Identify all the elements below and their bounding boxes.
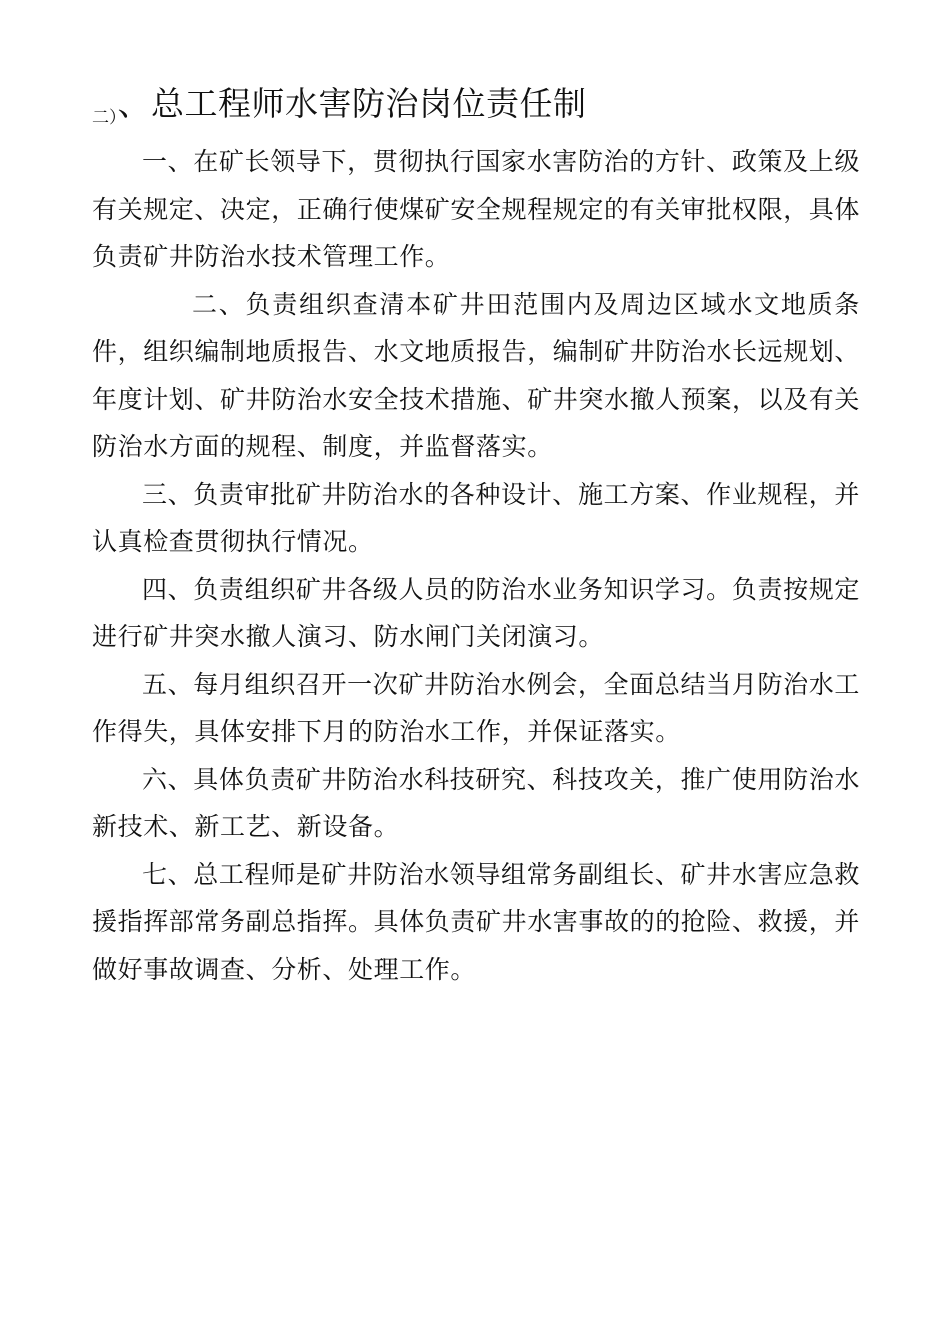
paragraph-3: 三、负责审批矿井防治水的各种设计、施工方案、作业规程，并认真检查贯彻执行情况。	[92, 479, 860, 556]
paragraph-4: 四、负责组织矿井各级人员的防治水业务知识学习。负责按规定进行矿井突水撤人演习、防水闸门关闭演习。	[92, 574, 860, 651]
paragraph-1: 一、在矿长领导下，贯彻执行国家水害防治的方针、政策及上级有关规定、决定，正确行使煤矿安全规程规定的有关审批权限，具体负责矿井防治水技术管理工作。	[92, 147, 861, 271]
section-number: 二）	[92, 108, 118, 128]
section-heading	[92, 78, 872, 128]
paragraph-6: 六、具体负责矿井防治水科技研究、科技攻关，推广使用防治水新技术、新工艺、新设备。	[92, 764, 860, 841]
paragraph-2: 二、负责组织查清本矿井田范围内及周边区域水文地质条件，组织编制地质报告、水文地质报告，编制矿井防治水长远规划、年度计划、矿井防治水安全技术措施、矿井突水撤人预案，以及有关防治水方面的规程、制度，并监督落实。	[92, 289, 861, 461]
paragraph-7: 七、总工程师是矿井防治水领导组常务副组长、矿井水害应急救援指挥部常务副总指挥。具体负责矿井水害事故的的抢险、救援，并做好事故调查、分析、处理工作。	[92, 859, 861, 984]
document-body	[92, 138, 860, 993]
paragraph-5: 五、每月组织召开一次矿井防治水例会，全面总结当月防治水工作得失，具体安排下月的防治水工作，并保证落实。	[92, 669, 860, 746]
section-title: 、总工程师水害防治岗位责任制	[117, 84, 587, 123]
